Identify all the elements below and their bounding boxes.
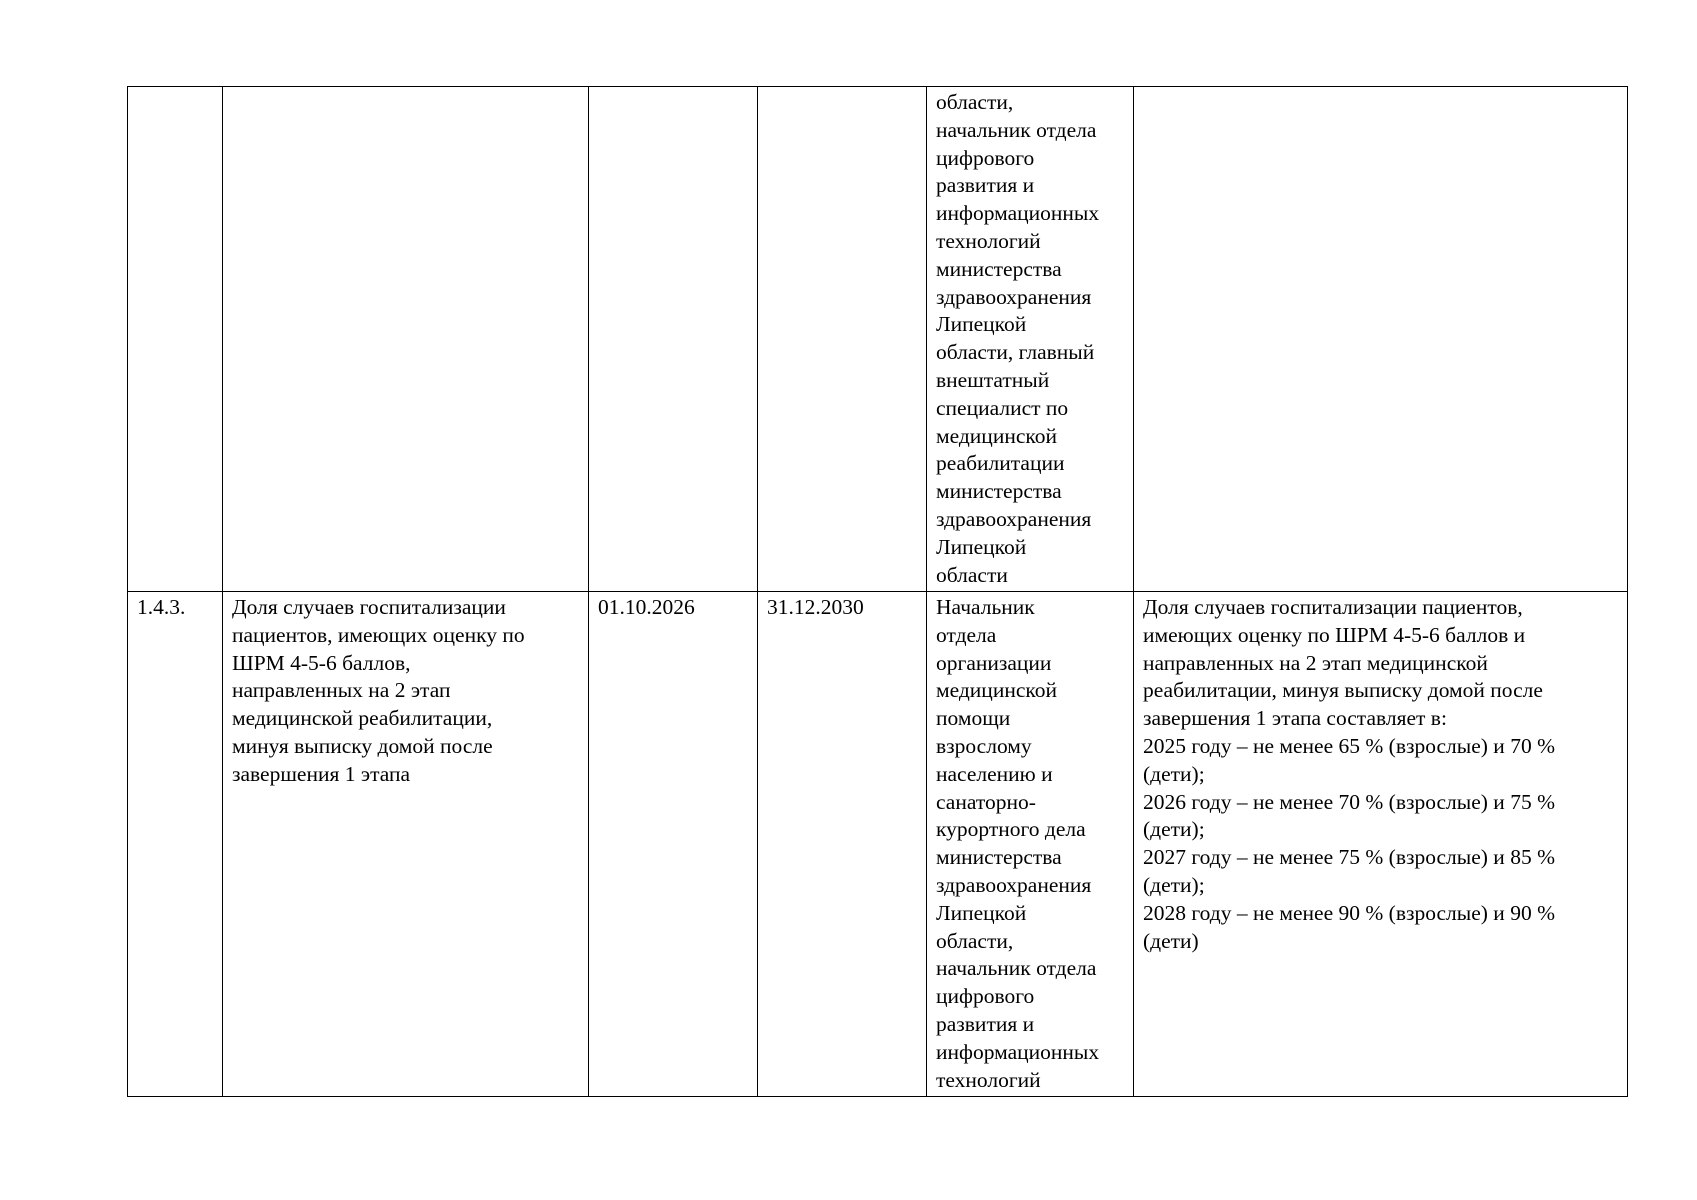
- cell-text-line: (дети);: [1143, 872, 1205, 897]
- cell-text-line: направленных на 2 этап: [232, 678, 451, 703]
- measures-table: [127, 86, 1628, 1097]
- cell-end-date: 31.12.2030: [758, 592, 927, 1097]
- cell-text-line: завершения 1 этапа составляет в:: [1143, 706, 1447, 731]
- cell-text-line: министерства: [936, 479, 1062, 504]
- cell-text-line: (дети);: [1143, 761, 1205, 786]
- cell-start-date: [589, 87, 758, 592]
- cell-text-line: санаторно-: [936, 789, 1036, 814]
- cell-text-line: Начальник: [936, 595, 1035, 619]
- cell-text-line: населению и: [936, 761, 1053, 786]
- cell-text-line: Липецкой: [936, 312, 1027, 337]
- cell-text-line: 2027 году – не менее 75 % (взрослые) и 85 %: [1143, 845, 1555, 870]
- cell-text-line: области, главный: [936, 340, 1095, 365]
- cell-text-line: министерства: [936, 845, 1062, 870]
- cell-text-line: Липецкой: [936, 534, 1027, 559]
- cell-result: [1134, 592, 1628, 1097]
- cell-text-line: направленных на 2 этап медицинской: [1143, 650, 1488, 675]
- cell-text-line: имеющих оценку по ШРМ 4-5-6 баллов и: [1143, 622, 1526, 647]
- cell-text-line: Доля случаев госпитализации пациентов,: [1143, 595, 1523, 619]
- cell-text-line: ШРМ 4-5-6 баллов,: [232, 650, 411, 675]
- cell-text-line: отдела: [936, 622, 997, 647]
- cell-text-line: (дети): [1143, 928, 1199, 953]
- cell-text-line: начальник отдела: [936, 956, 1097, 981]
- cell-text-line: здравоохранения: [936, 506, 1092, 531]
- cell-text-line: курортного дела: [936, 817, 1086, 842]
- cell-text-line: развития и: [936, 173, 1035, 198]
- cell-text-line: Липецкой: [936, 900, 1027, 925]
- cell-text-line: технологий: [936, 1067, 1041, 1092]
- cell-text-line: министерства: [936, 256, 1062, 281]
- cell-responsible: [927, 87, 1134, 592]
- cell-text-line: медицинской реабилитации,: [232, 706, 493, 731]
- cell-text-line: внештатный: [936, 367, 1050, 392]
- cell-text-line: информационных: [936, 1039, 1100, 1064]
- cell-text-line: специалист по: [936, 395, 1069, 420]
- cell-text-line: 2026 году – не менее 70 % (взрослые) и 75 %: [1143, 789, 1555, 814]
- cell-text-line: медицинской: [936, 678, 1057, 703]
- cell-text-line: пациентов, имеющих оценку по: [232, 622, 525, 647]
- cell-end-date: [758, 87, 927, 592]
- cell-text-line: цифрового: [936, 984, 1035, 1009]
- cell-text-line: 2025 году – не менее 65 % (взрослые) и 70 %: [1143, 733, 1555, 758]
- cell-text-line: медицинской: [936, 423, 1057, 448]
- cell-text-line: завершения 1 этапа: [232, 761, 411, 786]
- cell-text-line: начальник отдела: [936, 117, 1097, 142]
- cell-text-line: минуя выписку домой после: [232, 733, 493, 758]
- cell-text-line: информационных: [936, 201, 1100, 226]
- cell-text-line: Доля случаев госпитализации: [232, 595, 506, 619]
- cell-text-line: реабилитации: [936, 451, 1065, 476]
- cell-text-line: области: [936, 562, 1008, 587]
- cell-text-line: области,: [936, 928, 1014, 953]
- cell-number: 1.4.3.: [128, 592, 223, 1097]
- cell-text-line: реабилитации, минуя выписку домой после: [1143, 678, 1543, 703]
- table-row: [128, 592, 1628, 1097]
- cell-text-line: технологий: [936, 228, 1041, 253]
- cell-text-line: (дети);: [1143, 817, 1205, 842]
- cell-text-line: здравоохранения: [936, 872, 1092, 897]
- cell-indicator: [223, 87, 589, 592]
- cell-result: [1134, 87, 1628, 592]
- cell-indicator: [223, 592, 589, 1097]
- cell-text-line: цифрового: [936, 145, 1035, 170]
- cell-number: [128, 87, 223, 592]
- cell-text-line: взрослому: [936, 733, 1032, 758]
- cell-text-line: организации: [936, 650, 1052, 675]
- cell-text-line: 2028 году – не менее 90 % (взрослые) и 90 %: [1143, 900, 1555, 925]
- cell-text-line: здравоохранения: [936, 284, 1092, 309]
- table-row: [128, 87, 1628, 592]
- cell-text-line: области,: [936, 90, 1014, 114]
- cell-text-line: помощи: [936, 706, 1011, 731]
- cell-start-date: 01.10.2026: [589, 592, 758, 1097]
- cell-responsible: [927, 592, 1134, 1097]
- cell-text-line: развития и: [936, 1011, 1035, 1036]
